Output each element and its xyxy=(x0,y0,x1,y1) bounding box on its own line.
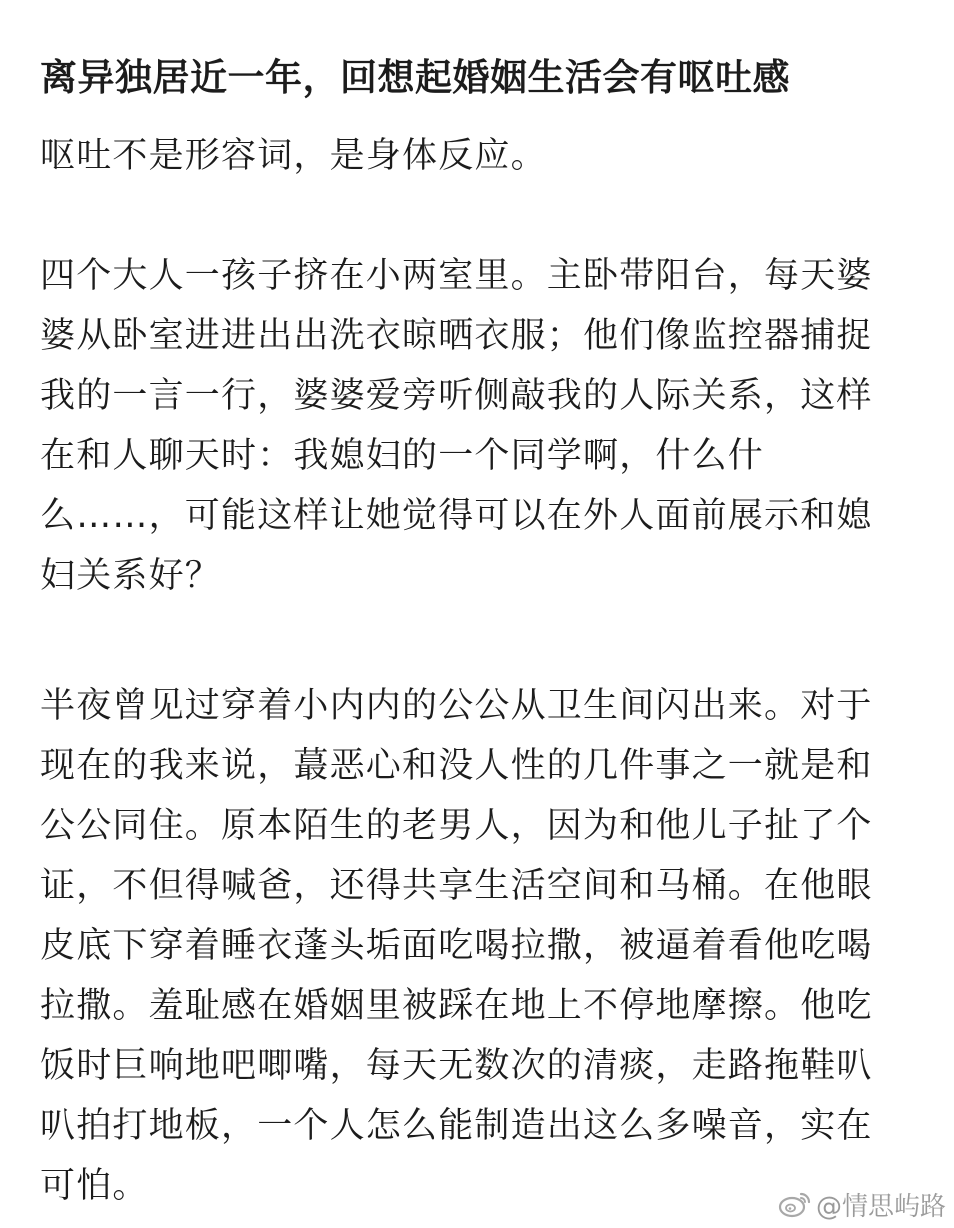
post-title: 离异独居近一年，回想起婚姻生活会有呕吐感 xyxy=(40,56,790,99)
paragraph-line: 在和人聊天时：我媳妇的一个同学啊，什么什 xyxy=(40,436,765,476)
paragraph-line: 妇关系好？ xyxy=(40,556,222,596)
paragraph-line: 皮底下穿着睡衣蓬头垢面吃喝拉撒，被逼着看他吃喝 xyxy=(40,926,873,966)
watermark-text: @情思屿路 xyxy=(815,1191,946,1222)
paragraph-line: 叭拍打地板，一个人怎么能制造出这么多噪音，实在 xyxy=(40,1106,873,1146)
paragraph-line: 我的一言一行，婆婆爱旁听侧敲我的人际关系，这样 xyxy=(40,376,873,416)
paragraph-line: 么……，可能这样让她觉得可以在外人面前展示和媳 xyxy=(40,496,873,536)
paragraph-line: 婆从卧室进进出出洗衣晾晒衣服；他们像监控器捕捉 xyxy=(40,316,873,356)
paragraph-line-intro: 呕吐不是形容词，是身体反应。 xyxy=(40,136,547,176)
paragraph-line: 饭时巨响地吧唧嘴，每天无数次的清痰，走路拖鞋叭 xyxy=(40,1046,873,1086)
paragraph-line: 证，不但得喊爸，还得共享生活空间和马桶。在他眼 xyxy=(40,866,873,906)
weibo-logo-icon xyxy=(778,1190,812,1218)
paragraph-line: 现在的我来说，蕞恶心和没人性的几件事之一就是和 xyxy=(40,746,873,786)
paragraph-line: 可怕。 xyxy=(40,1166,149,1206)
paragraph-line: 四个大人一孩子挤在小两室里。主卧带阳台，每天婆 xyxy=(40,256,873,296)
paragraph-line: 公公同住。原本陌生的老男人，因为和他儿子扯了个 xyxy=(40,806,873,846)
paragraph-line: 拉撒。羞耻感在婚姻里被踩在地上不停地摩擦。他吃 xyxy=(40,986,873,1026)
watermark xyxy=(778,1184,946,1224)
paragraph-line: 半夜曾见过穿着小内内的公公从卫生间闪出来。对于 xyxy=(40,686,873,726)
